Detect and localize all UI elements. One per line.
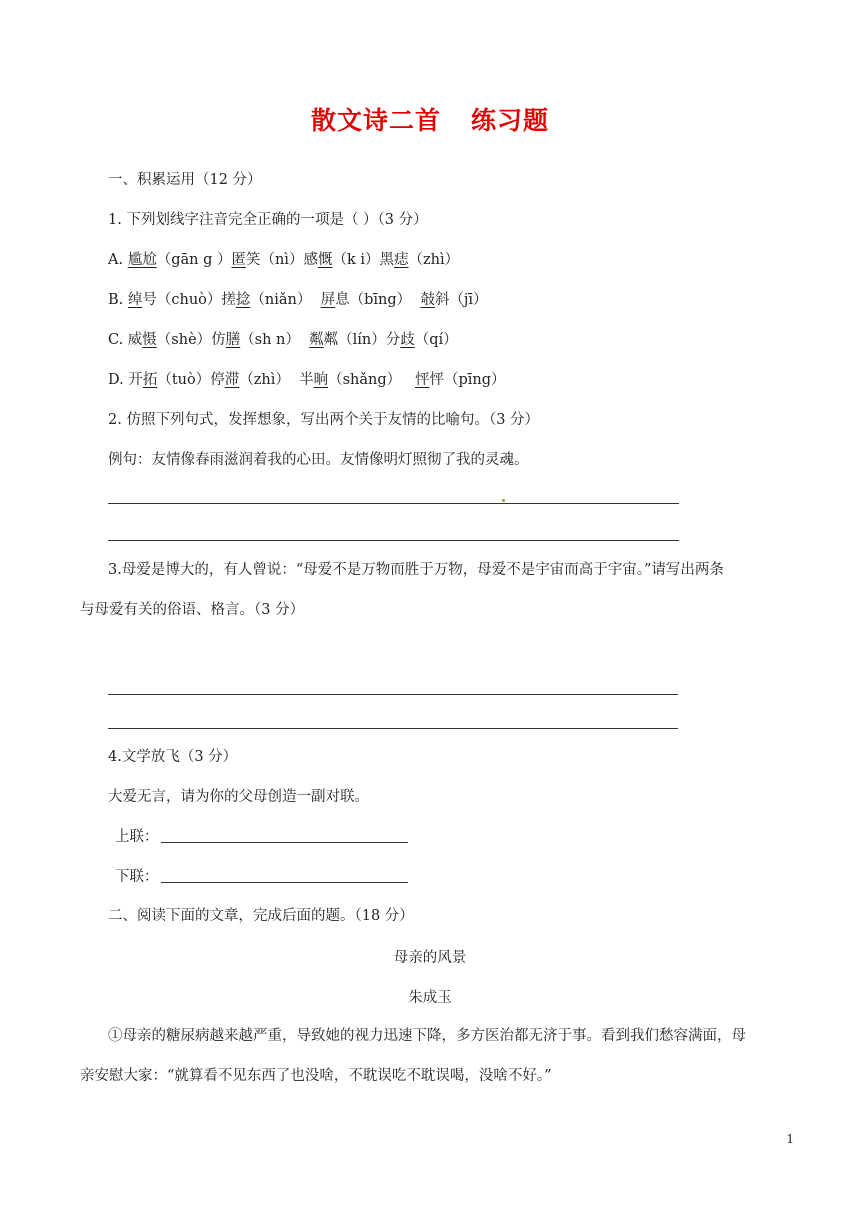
q1-option-b: B. 绰号（chuò）搓捻（niǎn） 屏息（bīng） 攲斜（jī） bbox=[108, 292, 488, 308]
q3-line1: 3.母爱是博大的，有人曾说：“母爱不是万物而胜于万物，母爱不是宇宙而高于宇宙。”请写出两条 bbox=[108, 562, 724, 578]
q1-option-a: A. 尴尬（gān g ）匿笑（nì）感慨（k i）黑痣（zhì） bbox=[108, 252, 460, 268]
couplet-upper-label: 上联： bbox=[115, 829, 159, 845]
q3-answer-line-2[interactable] bbox=[108, 728, 678, 729]
q1-option-d: D. 开拓（tuò）停滞（zhì） 半晌（shǎng） 怦怦（pīng） bbox=[108, 372, 506, 388]
title-part2: 练习题 bbox=[471, 106, 550, 135]
q1-option-c: C. 威慑（shè）仿膳（sh n） 粼粼（lín）分歧（qí） bbox=[108, 332, 458, 348]
couplet-upper-line[interactable] bbox=[161, 842, 408, 843]
title-part1: 散文诗二首 bbox=[310, 106, 441, 135]
q3-answer-line-1[interactable] bbox=[108, 694, 678, 695]
q2-answer-line-2[interactable] bbox=[108, 540, 679, 541]
couplet-lower-label: 下联： bbox=[115, 869, 159, 885]
q3-line2: 与母爱有关的俗语、格言。（3 分） bbox=[80, 602, 305, 618]
q2-answer-line-1[interactable] bbox=[108, 503, 679, 504]
article-author: 朱成玉 bbox=[408, 990, 452, 1006]
article-p1-line2: 亲安慰大家：“就算看不见东西了也没啥，不耽误吃不耽误喝，没啥不好。” bbox=[80, 1068, 552, 1084]
page-title bbox=[0, 101, 860, 137]
section2-heading: 二、阅读下面的文章，完成后面的题。（18 分） bbox=[108, 908, 414, 924]
q1-stem: 1. 下列划线字注音完全正确的一项是（ ）（3 分） bbox=[108, 212, 428, 228]
couplet-lower-line[interactable] bbox=[161, 882, 408, 883]
article-p1-line1: ①母亲的糖尿病越来越严重，导致她的视力迅速下降，多方医治都无济于事。看到我们愁容满面，母 bbox=[108, 1028, 746, 1044]
q4-stem: 4.文学放飞（3 分） bbox=[108, 749, 238, 765]
q2-example: 例句：友情像春雨滋润着我的心田。友情像明灯照彻了我的灵魂。 bbox=[108, 452, 529, 468]
article-title: 母亲的风景 bbox=[393, 950, 467, 966]
page-number: 1 bbox=[786, 1132, 794, 1146]
q4-prompt: 大爱无言，请为你的父母创造一副对联。 bbox=[108, 789, 369, 805]
q2-stem: 2. 仿照下列句式，发挥想象，写出两个关于友情的比喻句。（3 分） bbox=[108, 412, 540, 428]
section1-heading: 一、积累运用（12 分） bbox=[108, 172, 262, 188]
stray-mark bbox=[502, 499, 505, 502]
